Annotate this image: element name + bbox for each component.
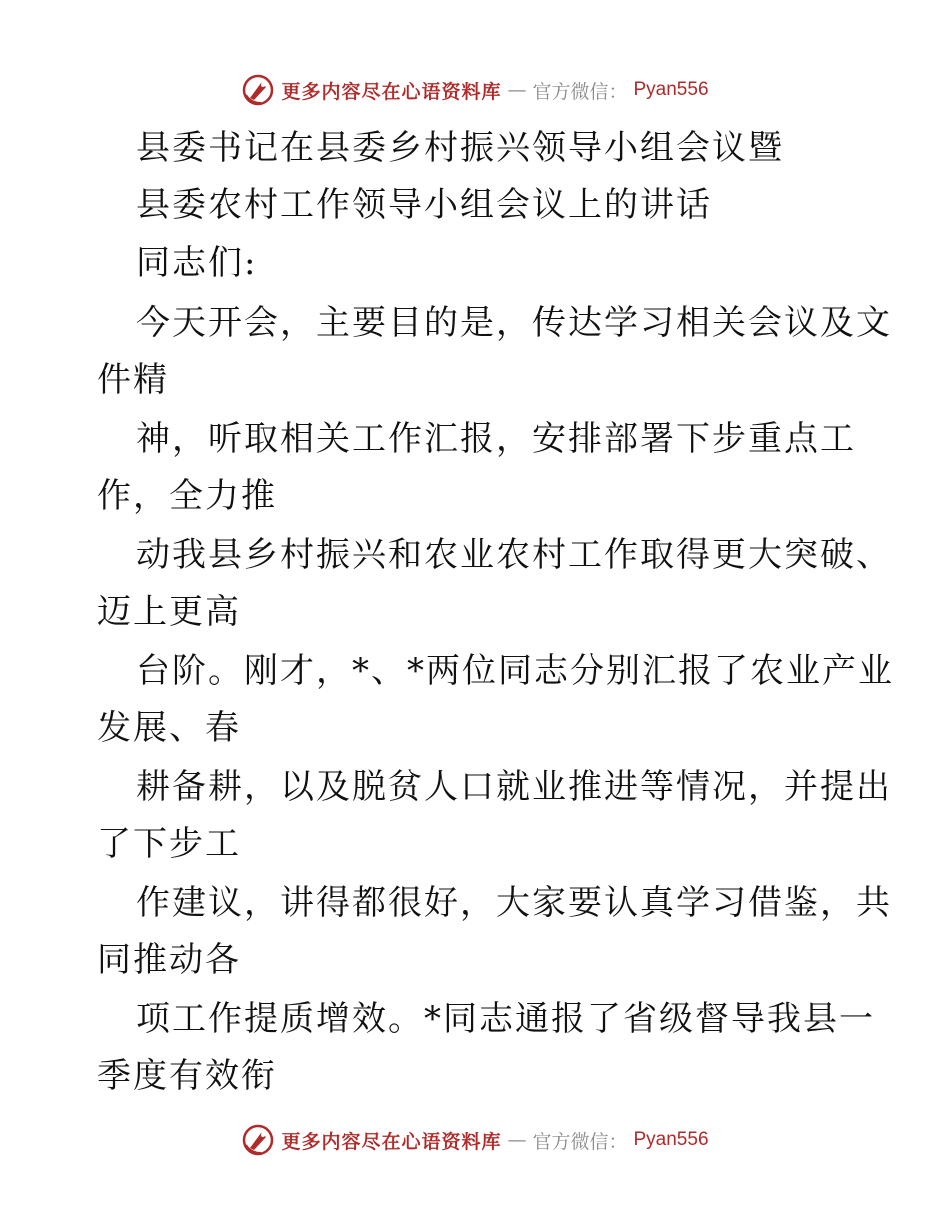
brand-text: 更多内容尽在心语资料库	[281, 1130, 502, 1153]
text-line: 神，听取相关工作汇报，安排部署下步重点工	[136, 419, 856, 459]
wechat-id: Pyan556	[633, 79, 709, 100]
salutation: 同志们:	[136, 243, 258, 283]
footer-watermark	[0, 1120, 950, 1160]
text-line: 同推动各	[97, 940, 241, 980]
text-line: 季度有效衔	[97, 1056, 277, 1096]
text-line: 发展、春	[97, 708, 241, 748]
wechat-id: Pyan556	[633, 1129, 709, 1150]
pen-nib-logo-icon	[241, 1123, 275, 1157]
brand-dash: —	[507, 1129, 527, 1151]
brand-dash: —	[507, 79, 527, 101]
text-line: 作，全力推	[97, 476, 277, 516]
brand-text: 更多内容尽在心语资料库	[281, 80, 502, 103]
pen-nib-logo-icon	[241, 73, 275, 107]
text-line: 作建议，讲得都很好，大家要认真学习借鉴，共	[136, 883, 892, 923]
text-line: 迈上更高	[97, 592, 241, 632]
text-line: 件精	[97, 360, 169, 400]
text-line: 项工作提质增效。*同志通报了省级督导我县一	[136, 999, 875, 1039]
wechat-label: 官方微信：	[532, 80, 628, 103]
text-line: 动我县乡村振兴和农业农村工作取得更大突破、	[136, 535, 892, 575]
header-watermark	[0, 70, 950, 110]
title-line-2: 县委农村工作领导小组会议上的讲话	[136, 185, 712, 225]
title-line-1: 县委书记在县委乡村振兴领导小组会议暨	[136, 128, 784, 168]
text-line: 耕备耕，以及脱贫人口就业推进等情况，并提出	[136, 767, 892, 807]
text-line: 台阶。刚才，*、*两位同志分别汇报了农业产业	[136, 651, 894, 691]
text-line: 了下步工	[97, 824, 241, 864]
wechat-label: 官方微信：	[532, 1130, 628, 1153]
text-line: 今天开会，主要目的是，传达学习相关会议及文	[136, 303, 892, 343]
